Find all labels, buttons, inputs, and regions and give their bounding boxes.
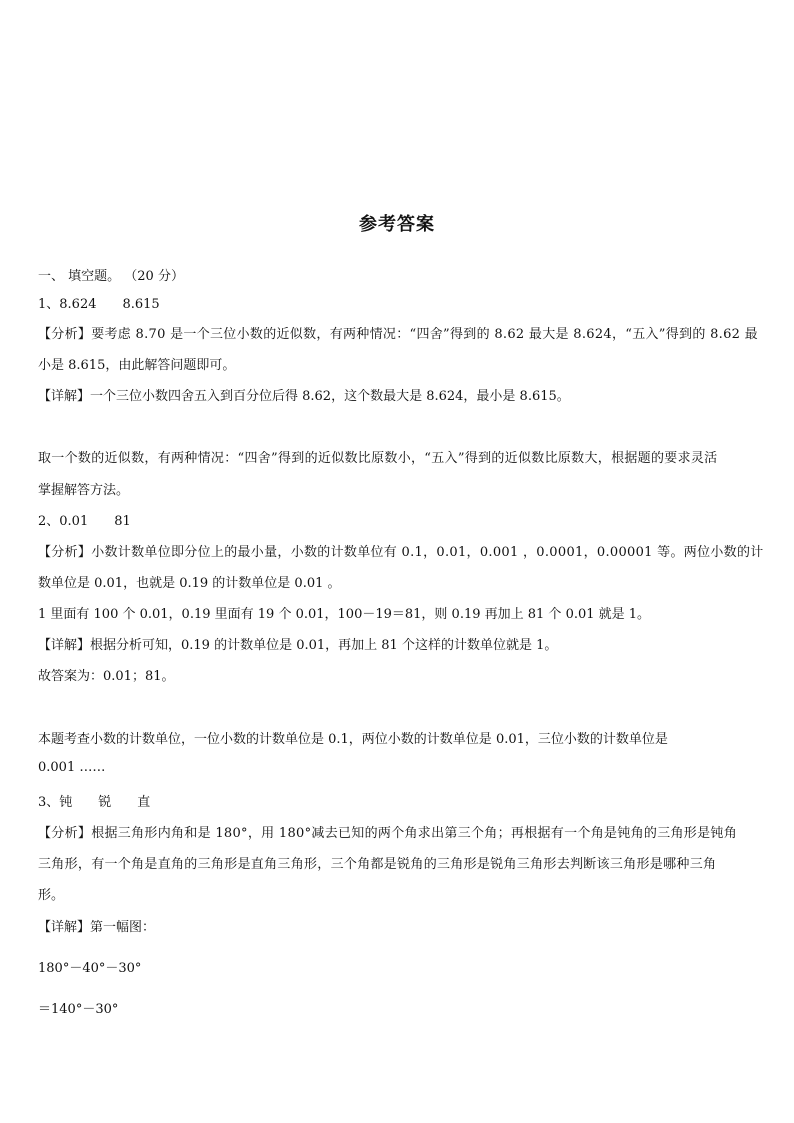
section-heading: 一、 填空题。 （20 分） <box>38 269 184 284</box>
detail-3: 【详解】第一幅图： <box>38 920 156 935</box>
analysis-3-line-3: 形。 <box>38 888 65 903</box>
page-title: 参考答案 <box>359 214 435 235</box>
note-2-line-2: 0.001 …… <box>38 760 106 775</box>
calc-line-1: 180°－40°－30° <box>38 961 142 976</box>
note-2-line-1: 本题考查小数的计数单位，一位小数的计数单位是 0.1，两位小数的计数单位是 0.01，三位小数的计数单位是 <box>38 732 668 747</box>
analysis-3-line-2: 三角形，有一个角是直角的三角形是直角三角形，三个角都是锐角的三角形是锐角三角形去判断该三角形是哪种三角 <box>38 857 717 872</box>
answer-1: 1、8.624 8.615 <box>38 297 160 312</box>
analysis-2-line-2: 数单位是 0.01，也就是 0.19 的计数单位是 0.01 。 <box>38 576 341 591</box>
analysis-1-line-2: 小是 8.615，由此解答问题即可。 <box>38 358 236 373</box>
answer-2: 2、0.01 81 <box>38 514 131 529</box>
analysis-1-line-1: 【分析】要考虑 8.70 是一个三位小数的近似数，有两种情况：“四舍”得到的 8.62 最大是 8.624，“五入”得到的 8.62 最 <box>38 327 758 342</box>
detail-2: 【详解】根据分析可知，0.19 的计数单位是 0.01，再加上 81 个这样的计数单位就是 1。 <box>38 638 558 653</box>
answer-3: 3、钝 锐 直 <box>38 795 151 810</box>
detail-1: 【详解】一个三位小数四舍五入到百分位后得 8.62，这个数最大是 8.624，最小是 8.615。 <box>38 389 570 404</box>
note-1-line-1: 取一个数的近似数，有两种情况：“四舍”得到的近似数比原数小，“五入”得到的近似数比原数大，根据题的要求灵活 <box>38 451 718 466</box>
analysis-3-line-1: 【分析】根据三角形内角和是 180°，用 180°减去已知的两个角求出第三个角；再根据有一个角是钝角的三角形是钝角 <box>38 826 737 841</box>
analysis-2-line-1: 【分析】小数计数单位即分位上的最小量，小数的计数单位有 0.1，0.01，0.001 ，0.0001，0.00001 等。两位小数的计 <box>38 545 764 560</box>
note-1-line-2: 掌握解答方法。 <box>38 483 130 498</box>
calc-line-2: ＝140°－30° <box>38 1002 119 1017</box>
answer-summary-2: 故答案为：0.01；81。 <box>38 669 175 684</box>
analysis-2-line-3: 1 里面有 100 个 0.01，0.19 里面有 19 个 0.01，100－19＝81，则 0.19 再加上 81 个 0.01 就是 1。 <box>38 607 651 622</box>
